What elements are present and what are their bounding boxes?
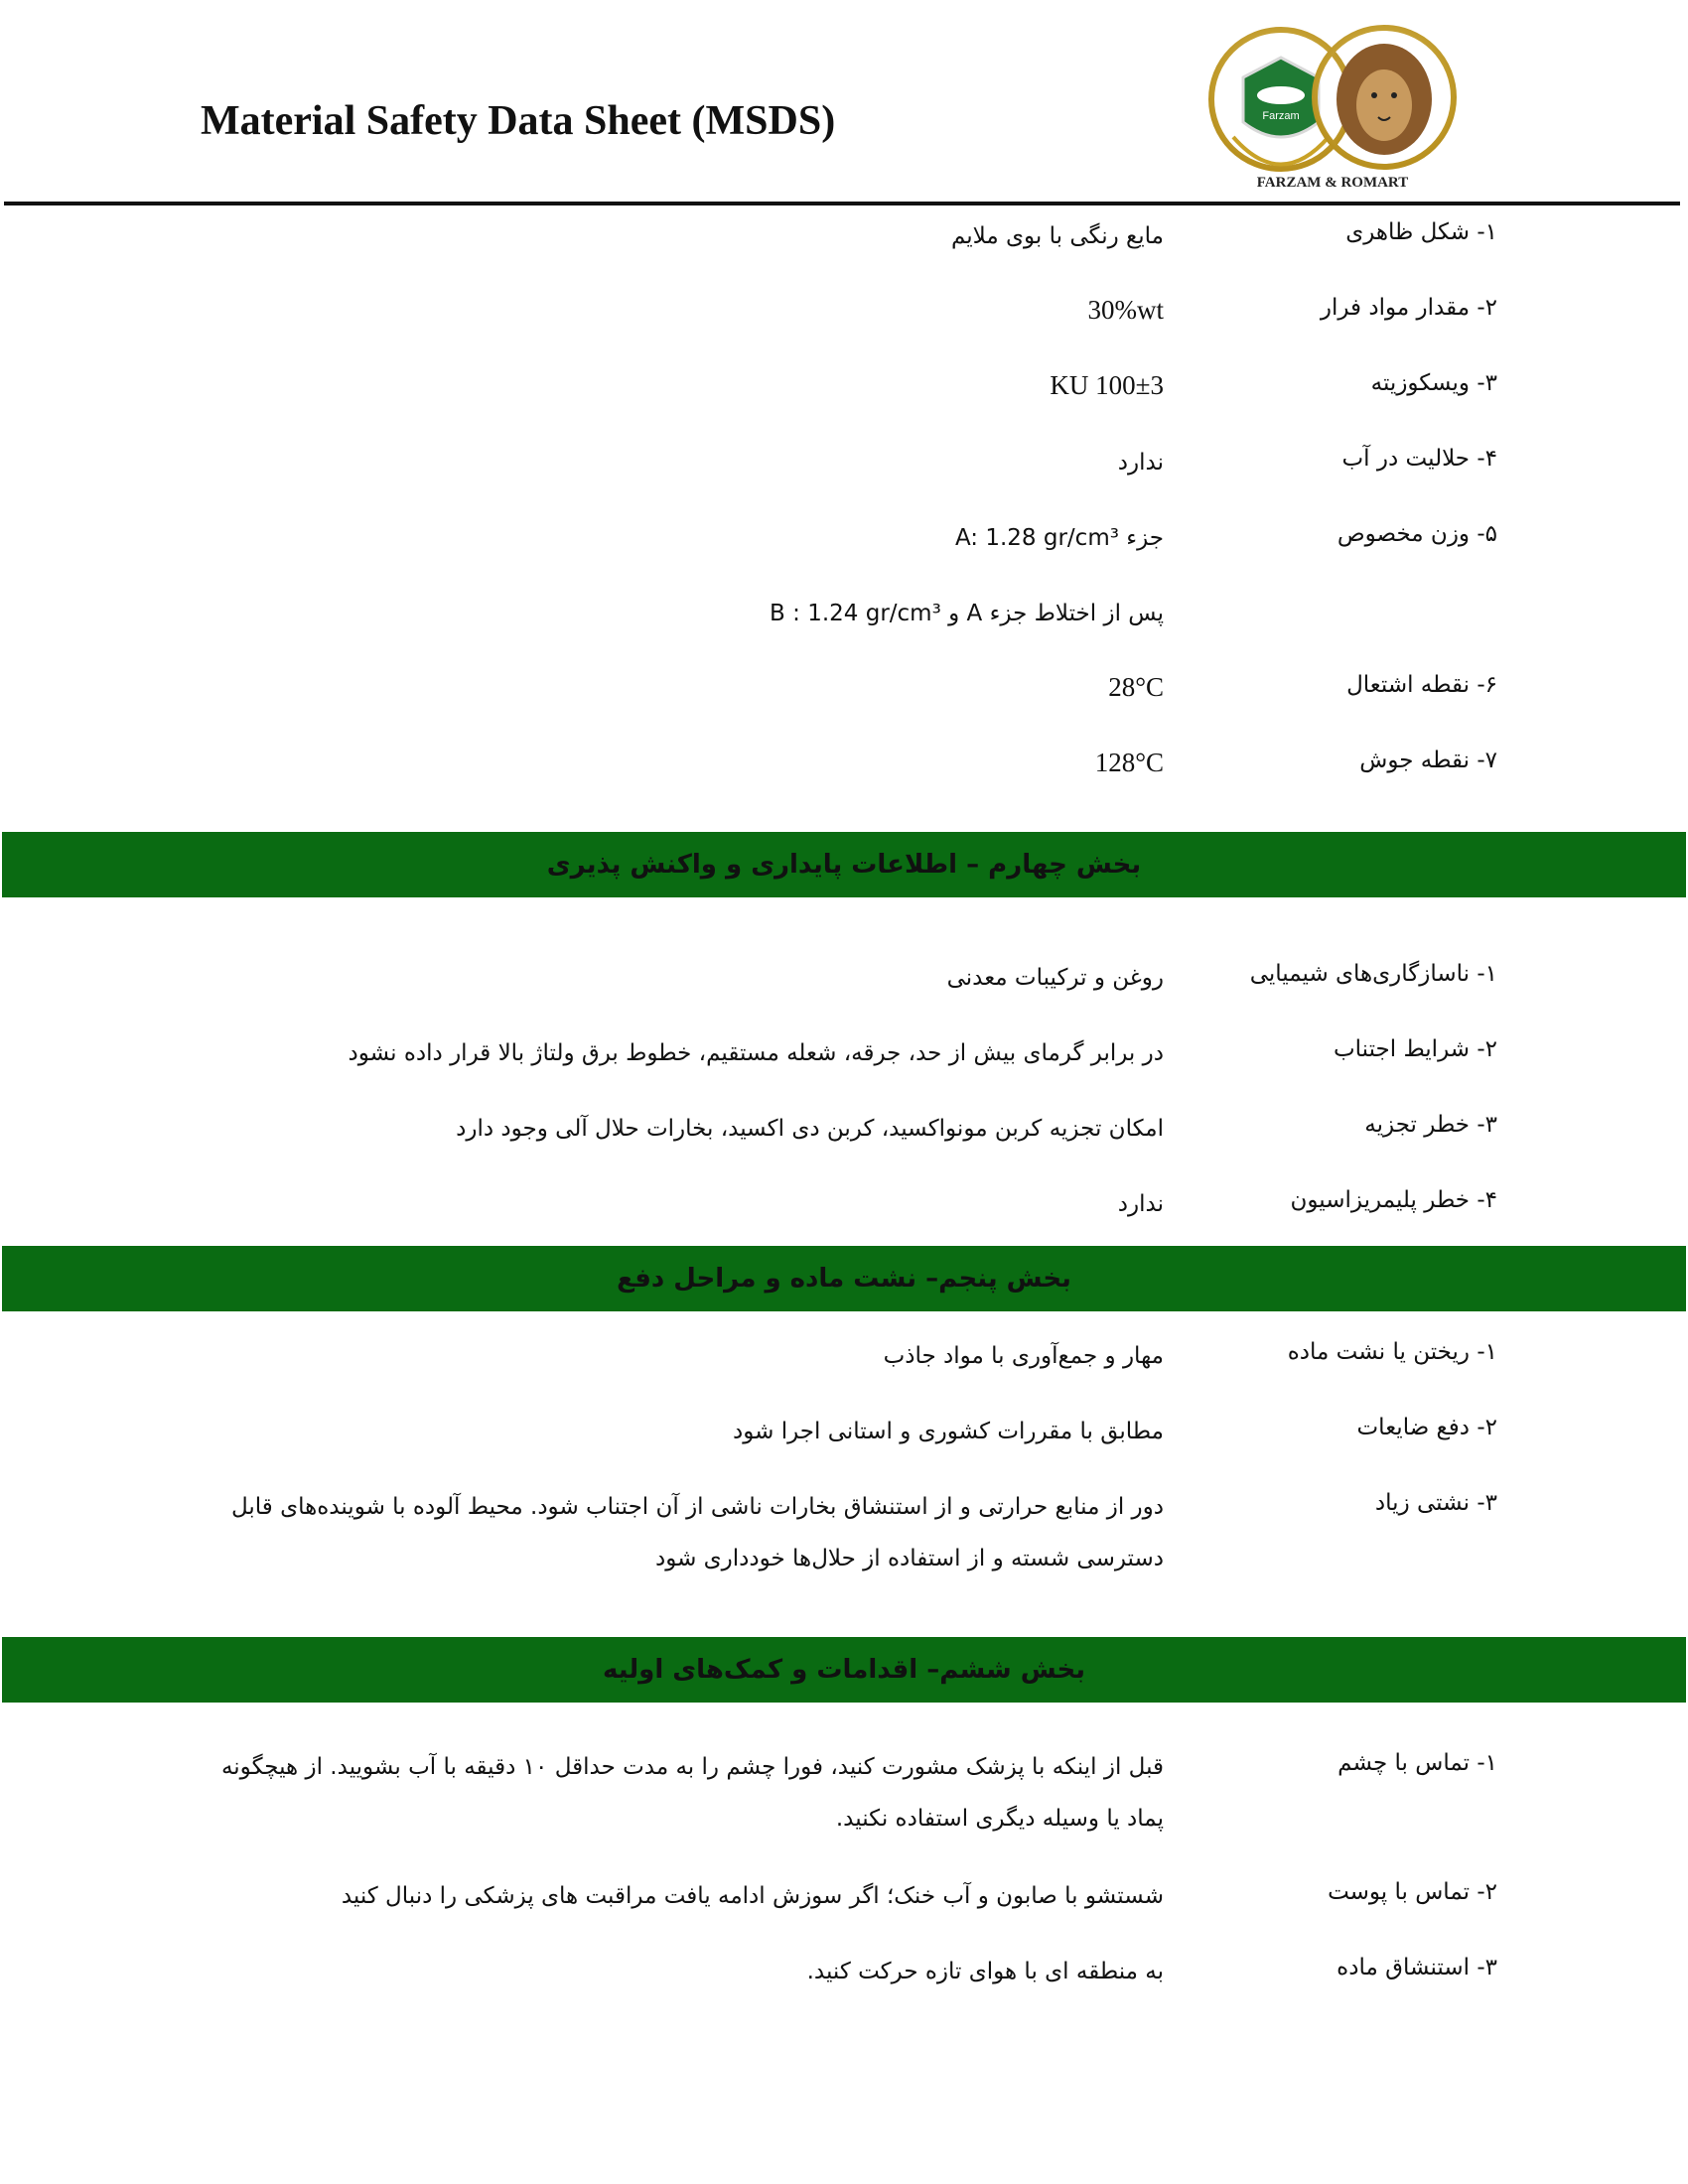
section-title: بخش پنجم– نشت ماده و مراحل دفع <box>617 1264 1071 1294</box>
row-label: ۳- نشتی زیاد <box>1374 1490 1497 1516</box>
property-value: ندارد <box>1117 450 1164 476</box>
row-value: مهار و جمع‌آوری با مواد جاذب <box>883 1343 1164 1369</box>
row-label: ۱- ریختن یا نشت ماده <box>1287 1339 1497 1365</box>
property-label: ۲- مقدار مواد فرار <box>1320 295 1497 321</box>
property-row <box>0 518 1688 558</box>
section-header-spill <box>2 1246 1686 1311</box>
section-title: بخش چهارم – اطلاعات پایداری و واکنش پذیری <box>546 850 1142 880</box>
property-value: 128°C <box>1094 748 1164 777</box>
property-value: پس از اختلاط جزء A و B : 1.24 gr/cm³ <box>770 601 1164 626</box>
property-row <box>0 443 1688 482</box>
row-value: امکان تجزیه کربن مونواکسید، کربن دی اکسید، بخارات حلال آلی وجود دارد <box>456 1116 1164 1142</box>
section-row <box>0 1412 1688 1451</box>
row-label: ۴- خطر پلیمریزاسیون <box>1290 1187 1497 1213</box>
row-value: مطابق با مقررات کشوری و استانی اجرا شود <box>733 1419 1164 1444</box>
row-label: ۱- ناسازگاری‌های شیمیایی <box>1249 961 1497 987</box>
property-label: ۴- حلالیت در آب <box>1341 446 1497 472</box>
section-row <box>0 1747 1688 1832</box>
property-row <box>0 594 1688 633</box>
company-logo <box>1203 18 1462 199</box>
section-header-first-aid <box>2 1637 1686 1703</box>
row-value: قبل از اینکه با پزشک مشورت کنید، فورا چشم را به مدت حداقل ۱۰ دقیقه با آب بشویید. از هیچگونه پماد یا وسیله دیگری استفاده نکنید. <box>220 1754 1164 1832</box>
property-value: مایع رنگی با بوی ملایم <box>950 223 1164 249</box>
row-value: روغن و ترکیبات معدنی <box>946 965 1164 991</box>
section-row <box>0 1184 1688 1224</box>
section-row <box>0 1952 1688 1991</box>
property-row <box>0 669 1688 709</box>
property-label: ۷- نقطه جوش <box>1359 748 1497 773</box>
property-row <box>0 367 1688 407</box>
logo-badge-text: Farzam <box>1262 110 1300 122</box>
row-label: ۳- استنشاق ماده <box>1336 1955 1497 1980</box>
property-label: ۵- وزن مخصوص <box>1336 521 1497 547</box>
property-value: 30%wt <box>1087 295 1164 325</box>
section-row <box>0 1033 1688 1073</box>
property-label: ۶- نقطه اشتعال <box>1346 672 1497 698</box>
row-value: دور از منابع حرارتی و از استنشاق بخارات ناشی از آن اجتناب شود. محیط آلوده با شوینده‌های قابل دسترسی شسته و از استفاده از حلال‌ها خودداری شود <box>230 1494 1164 1571</box>
property-label: ۱- شکل ظاهری <box>1345 219 1497 245</box>
row-label: ۲- شرایط اجتناب <box>1333 1036 1497 1062</box>
section-header-stability <box>2 832 1686 897</box>
row-value: ندارد <box>1117 1191 1164 1217</box>
property-row <box>0 292 1688 332</box>
row-label: ۳- خطر تجزیه <box>1364 1112 1497 1138</box>
page-title: Material Safety Data Sheet (MSDS) <box>201 98 836 144</box>
property-value: 28°C <box>1108 672 1164 702</box>
row-label: ۲- دفع ضایعات <box>1356 1415 1497 1440</box>
section-row <box>0 1876 1688 1916</box>
section-row <box>0 958 1688 998</box>
property-row <box>0 216 1688 256</box>
row-value: در برابر گرمای بیش از حد، جرقه، شعله مستقیم، خطوط برق ولتاژ بالا قرار داده نشود <box>348 1040 1164 1066</box>
property-value: جزء A: 1.28 gr/cm³ <box>954 525 1164 551</box>
row-value: شستشو با صابون و آب خنک؛ اگر سوزش ادامه یافت مراقبت های پزشکی را دنبال کنید <box>341 1883 1164 1909</box>
section-row <box>0 1109 1688 1149</box>
property-label: ۳- ویسکوزیته <box>1370 370 1497 396</box>
property-value: 100±3 KU <box>1050 370 1164 400</box>
section-row <box>0 1336 1688 1376</box>
section-row <box>0 1487 1688 1571</box>
property-row <box>0 745 1688 784</box>
header-divider <box>4 202 1680 205</box>
row-label: ۱- تماس با چشم <box>1337 1750 1497 1776</box>
logo-caption: FARZAM & ROMART <box>1256 175 1409 191</box>
row-label: ۲- تماس با پوست <box>1328 1879 1497 1905</box>
row-value: به منطقه ای با هوای تازه حرکت کنید. <box>806 1959 1164 1984</box>
section-title: بخش ششم– اقدامات و کمک‌های اولیه <box>603 1655 1085 1685</box>
